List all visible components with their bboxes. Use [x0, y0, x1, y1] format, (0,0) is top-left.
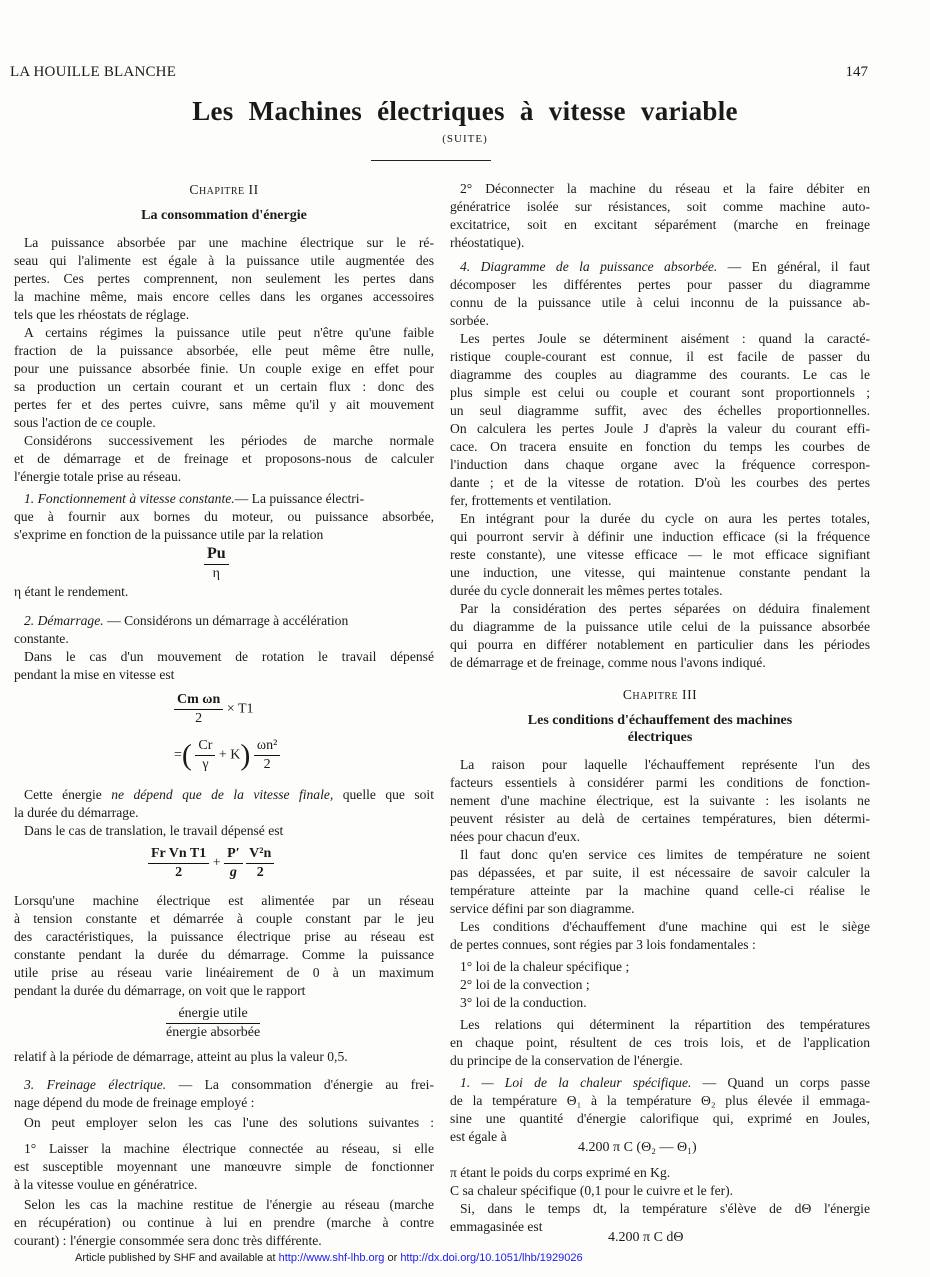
paragraph-line: Si, dans le temps dt, la température s'élève de dΘ l'énergie — [460, 1201, 870, 1216]
paragraph-line: nées pour chacun d'eux. — [450, 829, 581, 844]
paragraph-line: utile prise au réseau varie linéairement de 0 à un maximum — [14, 965, 434, 980]
paragraph-line: qui pourra en différer notablement en particulier dans les périodes — [450, 637, 870, 652]
paragraph-text: — Quand un corps passe — [691, 1075, 870, 1090]
paragraph-line: température atteinte par la machine quand celle-ci réalise le — [450, 883, 870, 898]
eq-numerator: Fr Vn T1 — [148, 846, 209, 864]
paragraph-line: la machine même, mais encore celles dans les organes accessoires — [14, 289, 434, 304]
subsection-label: 3. Freinage électrique. — [24, 1077, 167, 1092]
paragraph-line: ristique couple-courant est connue, il est facile de passer du — [450, 349, 870, 364]
eq-denominator: γ — [202, 757, 209, 772]
paragraph-line: η étant le rendement. — [14, 584, 129, 599]
section-heading: La consommation d'énergie — [141, 208, 307, 223]
chapter-heading: Chapitre III — [622, 687, 698, 702]
paragraph-line: nage dépend du mode de freinage employé : — [14, 1095, 255, 1110]
eq-numerator: énergie utile — [166, 1006, 260, 1024]
paragraph-line: constante pendant la durée du démarrage. Comme la puissance — [14, 947, 434, 962]
subsection-4 — [460, 258, 870, 275]
title-rule — [371, 160, 491, 161]
paragraph-text: — La consommation d'énergie au frei- — [166, 1077, 434, 1092]
eq-numerator: Pu — [204, 545, 229, 565]
paragraph-text: quelle que soit — [333, 787, 434, 802]
article-subtitle: (SUITE) — [442, 133, 488, 145]
list-item: 1° loi de la chaleur spécifique ; — [460, 959, 630, 974]
paragraph-line: Par la considération des pertes séparées on déduira finalement — [460, 601, 870, 616]
paragraph-line: connu de la puissance utile à celui inconnu de la puissance ab- — [450, 295, 870, 310]
equation-pu — [204, 545, 229, 582]
equation-rotation-1 — [174, 692, 254, 727]
section-heading: Les conditions d'échauffement des machines — [527, 713, 793, 728]
paragraph-line: Les conditions d'échauffement d'une machine qui est le siège — [460, 919, 870, 934]
paragraph-line: dante ; et de la vitesse de rotation. D'où les courbes des pertes — [450, 475, 870, 490]
paragraph-line: l'induction dans chaque organe avec la fréquence correspon- — [450, 457, 870, 472]
paragraph-line: du diagramme de la puissance utile celui de la puissance absorbée — [450, 619, 870, 634]
paragraph-line: s'exprime en fonction de la puissance utile par la relation — [14, 527, 324, 542]
paragraph-line: A certains régimes la puissance utile peut n'être qu'une faible — [24, 325, 434, 340]
section-heading: électriques — [627, 730, 693, 745]
paragraph-line: du principe de la conservation de l'énergie. — [450, 1053, 683, 1068]
paragraph-line: durée du cycle donnerait les mêmes pertes totales. — [450, 583, 723, 598]
paragraph-text: — En général, il faut — [717, 259, 870, 274]
paragraph-line: Les relations qui déterminent la répartition des températures — [460, 1017, 870, 1032]
paragraph-line: l'énergie totale prise au réseau. — [14, 469, 182, 484]
paragraph-line: génératrice isolée sur résistances, soit comme machine auto- — [450, 199, 870, 214]
paragraph-line: la durée du démarrage. — [14, 805, 139, 820]
journal-name: LA HOUILLE BLANCHE — [10, 64, 177, 80]
paragraph-line: C sa chaleur spécifique (0,1 pour le cuivre et le fer). — [450, 1183, 734, 1198]
paragraph-line: sa production un certain courant et un certain flux : donc des — [14, 379, 434, 394]
page-number: 147 — [845, 64, 868, 80]
paragraph-line: que à fournir aux bornes du moteur, ou puissance absorbée, — [14, 509, 434, 524]
eq-numerator: Cr — [195, 738, 215, 756]
paragraph-line: tels que les rhéostats de réglage. — [14, 307, 190, 322]
paragraph-line: fer, frottements et ventilation. — [450, 493, 612, 508]
paragraph-line: Dans le cas d'un mouvement de rotation le travail dépensé — [24, 649, 434, 664]
subsection-1 — [24, 490, 364, 507]
paragraph-line: sorbée. — [450, 313, 489, 328]
subsection-label: 1. — Loi de la chaleur spécifique. — [460, 1075, 692, 1090]
paragraph-line: Selon les cas la machine restitue de l'énergie au réseau (marche — [24, 1197, 434, 1212]
paragraph-line: de la température Θ₁ à la température Θ₂ plus élevée il emmaga- — [450, 1093, 870, 1108]
paragraph-line: est susceptible moyennant une manœuvre simple de fonctionner — [14, 1159, 434, 1174]
paragraph-line: plus simple est celui ou couple et courant sont proportionnels ; — [450, 385, 870, 400]
paragraph-line: en chaque point, résultent de ces trois lois, et de l'application — [450, 1035, 870, 1050]
paragraph-line: Dans le cas de translation, le travail dépensé est — [24, 823, 284, 838]
list-item: 3° loi de la conduction. — [460, 995, 587, 1010]
eq-denominator: 2 — [195, 711, 203, 726]
paragraph-line: 2° Déconnecter la machine du réseau et la faire débiter en — [460, 181, 870, 196]
emphasis-text: ne dépend que de la vitesse finale, — [111, 787, 334, 802]
paragraph-line: La puissance absorbée par une machine électrique sur le ré- — [24, 235, 434, 250]
eq-denominator: g — [229, 865, 237, 880]
paragraph-line: seau qui l'alimente est égale à la puissance utile augmentée des — [14, 253, 434, 268]
article-title: Les Machines électriques à vitesse variable — [192, 96, 738, 126]
footer-link-doi[interactable]: http://dx.doi.org/10.1051/lhb/1929026 — [400, 1252, 583, 1264]
paragraph-line: pour une puissance absorbée finie. Un couple exige en effet pour — [14, 361, 434, 376]
subsection-2 — [24, 612, 348, 629]
paragraph-line: rhéostatique). — [450, 235, 525, 250]
paragraph-line: Les pertes Joule se déterminent aisément : quand la caracté- — [460, 331, 870, 346]
paragraph-line: à tension constante et démarrée à couple constant par le jeu — [14, 911, 434, 926]
paragraph-line: En intégrant pour la durée du cycle on aura les pertes totales, — [460, 511, 870, 526]
paragraph-line — [24, 786, 434, 803]
paragraph-line: Il faut donc qu'en service ces limites de température ne soient — [460, 847, 870, 862]
paragraph-line: Lorsqu'une machine électrique est alimentée par un réseau — [14, 893, 434, 908]
paragraph-line: On calculera les pertes Joule J d'après la valeur du courant effi- — [450, 421, 870, 436]
subsection-label: 4. Diagramme de la puissance absorbée. — [460, 259, 718, 274]
footer-text: or — [384, 1252, 401, 1264]
paragraph-line: service défini par son diagramme. — [450, 901, 635, 916]
equation-heat-1: 4.200 π C (Θ₂ — Θ₁) — [578, 1140, 697, 1155]
paragraph-line: de pertes connues, sont régies par 3 lois fondamentales : — [450, 937, 756, 952]
paragraph-text: Cette énergie — [24, 787, 112, 802]
equation-ratio — [166, 1006, 260, 1041]
paragraph-line: une induction, une vitesse, qui maintenue constante pendant la — [450, 565, 870, 580]
equation-rotation-2: =( $\frac{Cr}{\gamma}$ + K) $\frac{\text{ωn²}}{2}$ — [174, 738, 280, 773]
paragraph-line: pertes fer et des pertes cuivre, sans même qu'il y ait mouvement — [14, 397, 434, 412]
equation-translation: $\frac{\text{Fr Vn T1}}{2}$ + $\frac{P'}{g}$ $\frac{\text{V²n}}{2}$ — [148, 846, 274, 881]
paragraph-line: nement d'une machine électrique, est la suivante : les isolants ne — [450, 793, 870, 808]
eq-denominator: 2 — [175, 865, 183, 880]
paragraph-line: de démarrage et de freinage, comme nous l'avons indiqué. — [450, 655, 766, 670]
eq-numerator: P′ — [224, 846, 243, 864]
paragraph-line: reste constante), une vitesse efficace — le mot efficace signifiant — [450, 547, 870, 562]
paragraph-line: à la vitesse voulue en génératrice. — [14, 1177, 198, 1192]
list-item: 2° loi de la convection ; — [460, 977, 590, 992]
paragraph-line: peuvent résister au delà de certaines températures, bien détermi- — [450, 811, 870, 826]
footer-link-shf[interactable]: http://www.shf-lhb.org — [278, 1252, 385, 1264]
paragraph-line: sine une quantité d'énergie calorifique qui, exprimé en Joules, — [450, 1111, 870, 1126]
eq-denominator: 2 — [256, 865, 264, 880]
paragraph-line: constante. — [14, 631, 69, 646]
paragraph-text: — Considérons un démarrage à accélération — [103, 613, 349, 628]
eq-term: + K — [218, 747, 241, 763]
paragraph-line: cace. On tracera ensuite en fonction du temps les courbes de — [450, 439, 870, 454]
paragraph-line: diagramme des couples au diagramme des courants. Le cas le — [450, 367, 870, 382]
paragraph-line: La raison pour laquelle l'échauffement représente l'un des — [460, 757, 870, 772]
paragraph-line: décomposer les différentes pertes pour passer du diagramme — [450, 277, 870, 292]
paragraph-line: qui pourront servir à définir une induction efficace (si la fréquence — [450, 529, 870, 544]
law-1 — [460, 1074, 870, 1091]
paragraph-line: On peut employer selon les cas l'une des solutions suivantes : — [24, 1115, 434, 1130]
paragraph-line: courant) : l'énergie consommée sera donc très différente. — [14, 1233, 322, 1248]
subsection-label: 1. Fonctionnement à vitesse constante. — [24, 491, 235, 506]
subsection-label: 2. Démarrage. — [24, 613, 104, 628]
eq-tail: × T1 — [226, 701, 254, 717]
chapter-heading: Chapitre II — [189, 182, 259, 197]
eq-numerator: Cm ωn — [174, 692, 223, 710]
paragraph-line: 1° Laisser la machine électrique connectée au réseau, si elle — [24, 1141, 434, 1156]
paragraph-line: Considérons successivement les périodes de marche normale — [24, 433, 434, 448]
paragraph-line: des caractéristiques, la puissance électrique prise au réseau est — [14, 929, 434, 944]
paragraph-line: pas dépassées, et par suite, il est nécessaire de savoir calculer la — [450, 865, 870, 880]
paragraph-line: est égale à — [450, 1129, 507, 1144]
paragraph-line: π étant le poids du corps exprimé en Kg. — [450, 1165, 671, 1180]
paragraph-line: relatif à la période de démarrage, atteint au plus la valeur 0,5. — [14, 1049, 348, 1064]
paragraph-line: et de démarrage et de freinage et proposons-nous de calculer — [14, 451, 434, 466]
eq-denominator: énergie absorbée — [166, 1025, 261, 1040]
paragraph-line: sous l'action de ce couple. — [14, 415, 156, 430]
eq-numerator: ωn² — [254, 738, 280, 756]
paragraph-line: en récupération) ou continue à lui en prendre (marche à contre — [14, 1215, 434, 1230]
paragraph-line: emmagasinée est — [450, 1219, 543, 1234]
footer-attribution — [75, 1252, 583, 1264]
subsection-3 — [24, 1076, 434, 1093]
paragraph-line: pendant la mise en vitesse est — [14, 667, 175, 682]
paragraph-line: pendant la durée du démarrage, on voit que le rapport — [14, 983, 306, 998]
paragraph-line: fraction de la puissance absorbée, elle peut même être nulle, — [14, 343, 434, 358]
eq-numerator: V²n — [246, 846, 274, 864]
paragraph-line: pertes. Ces pertes comprennent, non seulement les pertes dans — [14, 271, 434, 286]
paragraph-line: facteurs essentiels à considérer parmi les conditions de fonction- — [450, 775, 870, 790]
equation-heat-2: 4.200 π C dΘ — [608, 1230, 684, 1245]
eq-denominator: 2 — [263, 757, 271, 772]
paragraph-text: — La puissance électri- — [234, 491, 365, 506]
eq-denominator: η — [212, 566, 220, 581]
footer-text: Article published by SHF and available at — [75, 1252, 279, 1264]
paragraph-line: un seul diagramme suffit, avec des échelles proportionnelles. — [450, 403, 870, 418]
paragraph-line: excitatrice, soit en excitant séparément (marche en freinage — [450, 217, 870, 232]
